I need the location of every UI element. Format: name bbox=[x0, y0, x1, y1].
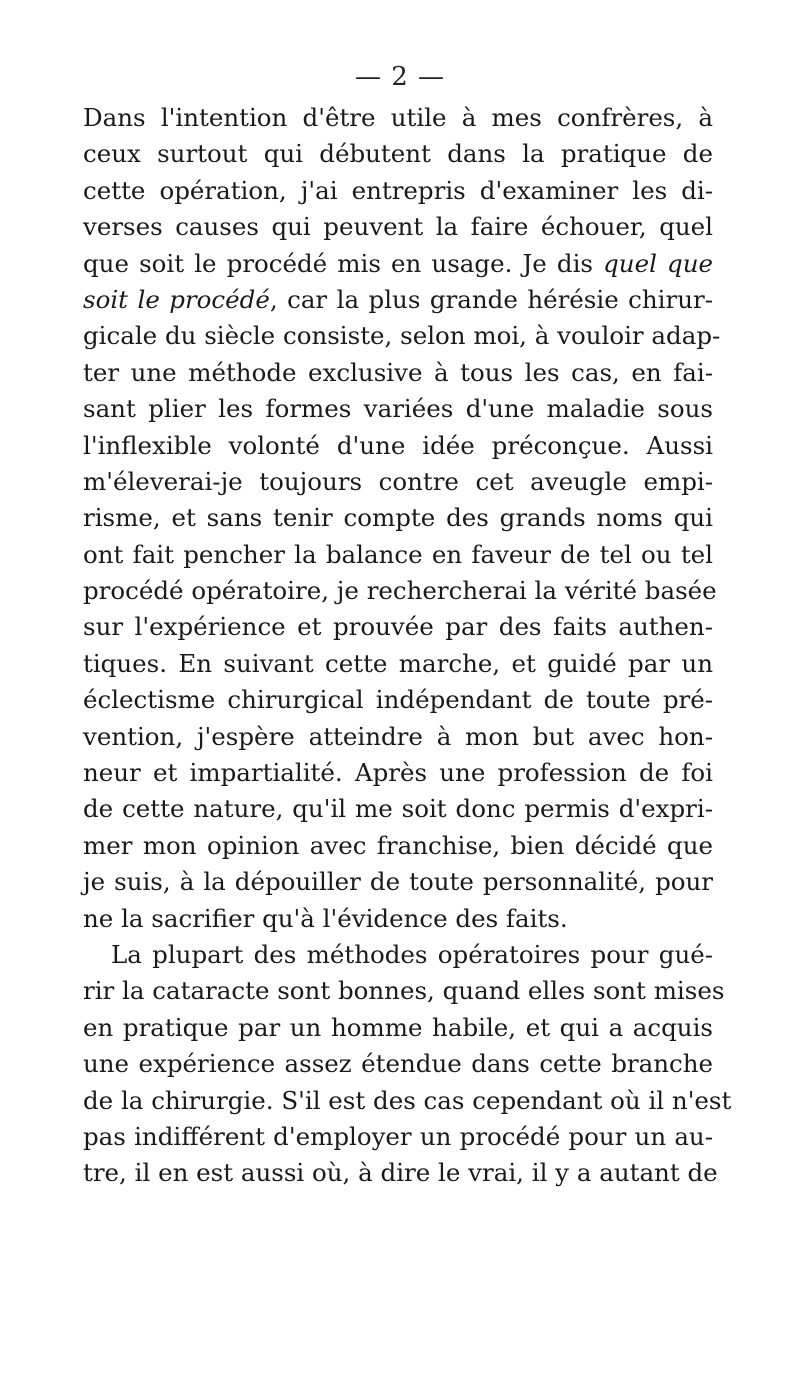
text-line: rir la cataracte sont bonnes, quand elles sont mises bbox=[83, 976, 725, 1006]
text-line: tre, il en est aussi où, à dire le vrai, il y a autant de bbox=[83, 1158, 718, 1188]
text-line: mer mon opinion avec franchise, bien décidé que bbox=[83, 830, 713, 860]
text-line: de la chirurgie. S'il est des cas cependant où il n'est bbox=[83, 1085, 732, 1115]
text-line: vention, j'espère atteindre à mon but avec hon- bbox=[83, 721, 713, 751]
italic-fragment: soit le procédé bbox=[83, 284, 270, 314]
text-line: cette opération, j'ai entrepris d'examiner les di- bbox=[83, 175, 713, 205]
text-line: éclectisme chirurgical indépendant de toute pré- bbox=[83, 685, 713, 715]
text-line: procédé opératoire, je rechercherai la vérité basée bbox=[83, 576, 717, 606]
text-line: sant plier les formes variées d'une maladie sous bbox=[83, 394, 713, 424]
text-line: je suis, à la dépouiller de toute personnalité, pour bbox=[83, 867, 713, 897]
text-line: l'inflexible volonté d'une idée préconçue. Aussi bbox=[83, 430, 713, 460]
text-line-with-italic bbox=[83, 246, 713, 282]
text-line: m'éleverai-je toujours contre cet aveugle empi- bbox=[83, 466, 713, 496]
text-line: en pratique par un homme habile, et qui a acquis bbox=[83, 1012, 713, 1042]
text-fragment: , car la plus grande hérésie chirur- bbox=[269, 284, 714, 314]
text-line: ont fait pencher la balance en faveur de tel ou tel bbox=[83, 539, 713, 569]
italic-fragment: quel que bbox=[603, 248, 713, 278]
text-line: risme, et sans tenir compte des grands noms qui bbox=[83, 503, 713, 533]
text-line: tiques. En suivant cette marche, et guidé par un bbox=[83, 648, 713, 678]
text-line-with-italic bbox=[83, 282, 713, 318]
text-line: sur l'expérience et prouvée par des faits authen- bbox=[83, 612, 713, 642]
text-fragment: que soit le procédé mis en usage. Je dis bbox=[83, 248, 593, 278]
text-line: ne la sacrifier qu'à l'évidence des faits. bbox=[83, 903, 568, 933]
text-line: de cette nature, qu'il me soit donc permis d'expri- bbox=[83, 794, 713, 824]
text-line: pas indifférent d'employer un procédé pour un au- bbox=[83, 1121, 713, 1151]
text-line: ter une méthode exclusive à tous les cas, en fai- bbox=[83, 357, 713, 387]
text-line: neur et impartialité. Après une profession de foi bbox=[83, 758, 713, 788]
text-line: gicale du siècle consiste, selon moi, à vouloir adap- bbox=[83, 321, 721, 351]
text-line: La plupart des méthodes opératoires pour gué- bbox=[111, 939, 713, 969]
text-line: verses causes qui peuvent la faire échouer, quel bbox=[83, 212, 713, 242]
text-line: Dans l'intention d'être utile à mes confrères, à bbox=[83, 103, 713, 132]
text-line: ceux surtout qui débutent dans la pratique de bbox=[83, 139, 713, 169]
text-line: une expérience assez étendue dans cette branche bbox=[83, 1049, 713, 1079]
page-number: — 2 — bbox=[354, 62, 446, 92]
body-text bbox=[83, 100, 732, 1192]
